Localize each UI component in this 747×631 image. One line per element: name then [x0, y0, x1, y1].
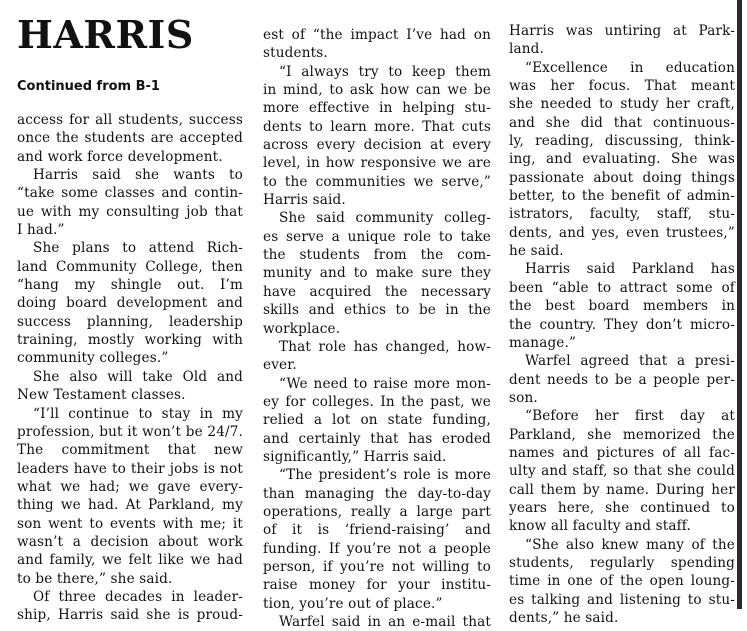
- text-line: relied a lot on state funding,: [263, 412, 491, 429]
- text-line: “hang my shingle out. I’m: [17, 277, 243, 294]
- text-line: in mind, to ask how can we be: [263, 82, 491, 99]
- text-line: been “able to attract some of: [509, 279, 735, 296]
- text-line: funding. If you’re not a people: [263, 540, 491, 557]
- text-line: She also will take Old and: [33, 368, 243, 385]
- text-line: Parkland, she memorized the: [509, 426, 735, 443]
- text-line: and work force development.: [17, 148, 223, 165]
- text-line: dents, and yes, even trustees,”: [509, 224, 735, 241]
- text-line: land Community College, then: [17, 258, 243, 275]
- text-line: the country. They don’t micro-: [509, 316, 735, 333]
- column-3-text: [509, 22, 735, 627]
- text-line: have acquired the necessary: [263, 283, 491, 300]
- text-line: wasn’t a decision about work: [17, 533, 243, 550]
- text-line: time in one of the open loung-: [509, 573, 735, 590]
- text-line: operations, really a large part: [263, 503, 491, 520]
- text-line: “take some classes and contin-: [17, 185, 243, 202]
- text-line: was her focus. That meant: [509, 78, 735, 95]
- text-line: son went to events with me; it: [17, 515, 243, 532]
- text-line: dents to learn more. That cuts: [263, 118, 491, 135]
- text-line: names and pictures of all fac-: [509, 444, 735, 461]
- column-1-text: [17, 111, 243, 625]
- text-line: ship, Harris said she is proud-: [17, 607, 243, 624]
- text-line: “She also knew many of the: [525, 536, 735, 553]
- text-line: est of “the impact I’ve had on: [263, 27, 491, 43]
- text-line: She plans to attend Rich-: [33, 240, 243, 257]
- text-line: across every decision at every: [263, 137, 491, 154]
- text-line: “I’ll continue to stay in my: [33, 405, 243, 422]
- text-line: passionate about doing things: [509, 169, 735, 186]
- text-line: more effective in helping stu-: [263, 100, 491, 117]
- text-line: ever.: [263, 357, 297, 374]
- text-line: dents,” he said.: [509, 610, 619, 626]
- text-line: students, regularly spending: [509, 554, 735, 571]
- text-line: to be there,” she said.: [17, 570, 173, 587]
- text-line: Warfel agreed that a presi-: [525, 353, 735, 370]
- text-line: skills and ethics to be in the: [263, 302, 491, 319]
- text-line: know all faculty and staff.: [509, 518, 691, 535]
- text-line: istrators, faculty, staff, stu-: [509, 206, 735, 223]
- text-line: dent needs to be a people per-: [509, 371, 735, 388]
- text-line: son.: [509, 389, 538, 406]
- text-line: ulty and staff, so that she could: [509, 463, 735, 480]
- text-line: person, if you’re not willing to: [263, 558, 491, 575]
- text-line: better, to the benefit of admin-: [509, 188, 735, 205]
- text-line: “The president’s role is more: [279, 467, 491, 484]
- text-line: raise money for your institu-: [263, 577, 491, 594]
- text-line: community colleges.”: [17, 350, 169, 367]
- text-line: success planning, leadership: [17, 313, 243, 330]
- text-line: “I always try to keep them: [279, 63, 491, 80]
- text-line: call them by name. During her: [509, 481, 735, 498]
- text-line: level, in how responsive we are: [263, 155, 491, 172]
- text-line: manage.”: [509, 334, 577, 351]
- text-line: Harris was untiring at Park-: [509, 23, 735, 39]
- page-edge-rule: [737, 0, 742, 609]
- text-line: She said community colleg-: [279, 210, 491, 227]
- text-line: of it is ‘friend-raising’ and: [263, 522, 491, 539]
- text-line: access for all students, success: [17, 112, 243, 128]
- text-line: doing board development and: [17, 295, 243, 312]
- text-line: I had.”: [17, 222, 65, 239]
- text-line: es serve a unique role to take: [263, 228, 491, 245]
- text-line: Harris said.: [263, 192, 346, 209]
- text-line: Of three decades in leader-: [33, 588, 243, 605]
- text-line: ey for colleges. In the past, we: [263, 393, 491, 410]
- text-line: Warfel said in an e-mail that: [279, 614, 491, 630]
- text-line: “We need to raise more mon-: [279, 375, 491, 392]
- text-line: years here, she continued to: [509, 499, 735, 516]
- text-line: land.: [509, 41, 544, 58]
- article-headline: HARRIS: [17, 12, 194, 57]
- text-line: New Testament classes.: [17, 387, 186, 404]
- text-line: the best board members in: [509, 298, 735, 315]
- text-line: and certainly that has eroded: [263, 430, 491, 447]
- text-line: ue with my consulting job that: [17, 203, 243, 220]
- text-line: to the communities we serve,”: [263, 173, 491, 190]
- column-2-text: [263, 26, 491, 631]
- text-line: he said.: [509, 243, 564, 260]
- text-line: profession, but it won’t be 24/7.: [17, 423, 243, 440]
- text-line: Harris said she wants to: [33, 167, 243, 184]
- text-line: workplace.: [263, 320, 341, 337]
- text-line: ing, and evaluating. She was: [509, 151, 735, 168]
- text-line: and she did that continuous-: [509, 114, 735, 131]
- text-line: “Before her first day at: [525, 408, 735, 425]
- text-line: she needed to study her craft,: [509, 96, 735, 113]
- text-line: the students from the com-: [263, 247, 491, 264]
- text-line: munity and to make sure they: [263, 265, 491, 282]
- continued-from-label: Continued from B-1: [17, 79, 160, 94]
- text-line: leaders have to their jobs is not: [17, 460, 243, 477]
- text-line: That role has changed, how-: [279, 338, 491, 355]
- text-line: significantly,” Harris said.: [263, 448, 447, 465]
- text-line: Harris said Parkland has: [525, 261, 735, 278]
- text-line: The commitment that new: [17, 442, 243, 459]
- text-line: than managing the day-to-day: [263, 485, 491, 502]
- text-line: what we had; we gave every-: [17, 478, 243, 495]
- text-line: “Excellence in education: [525, 59, 735, 76]
- text-line: students.: [263, 45, 328, 62]
- text-line: ly, reading, discussing, think-: [509, 133, 735, 150]
- text-line: es talking and listening to stu-: [509, 591, 735, 608]
- text-line: tion, you’re out of place.”: [263, 595, 443, 612]
- text-line: training, mostly working with: [17, 332, 243, 349]
- text-line: thing we had. At Parkland, my: [17, 497, 243, 514]
- text-line: once the students are accepted: [17, 130, 243, 147]
- text-line: and family, we felt like we had: [17, 552, 243, 569]
